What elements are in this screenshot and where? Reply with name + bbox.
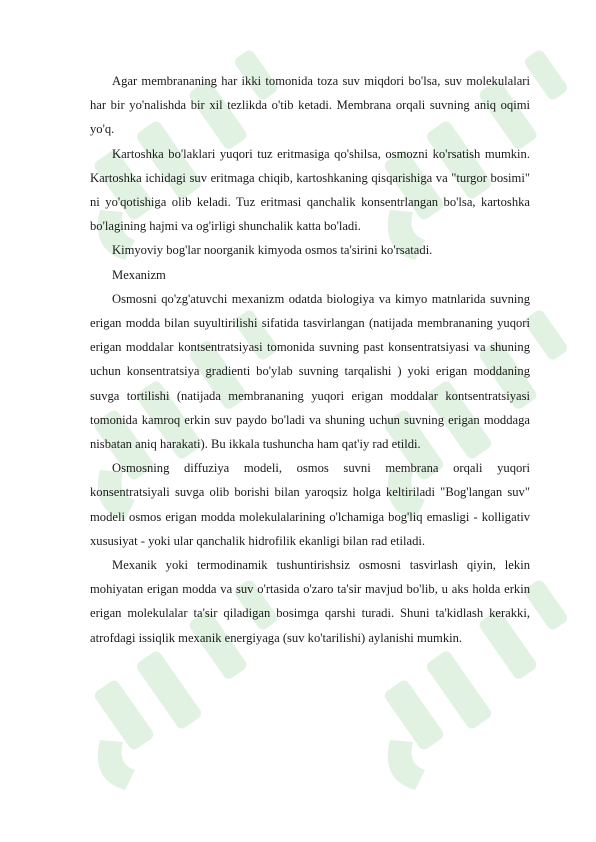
paragraph: Mexanik yoki termodinamik tushuntirishsiz osmosni tasvirlash qiyin, lekin mohiyatan erigan modda va suv o'rtasida o'zaro ta'sir mavjud bo'lib, u aks holda erkin erigan molekulalar ta'sir qiladigan bosimga qarshi turadi. Shuni ta'kidlash kerakki, atrofdagi issiqlik mexanik energiyaga (suv ko'tarilishi) aylanishi mumkin. — [90, 558, 530, 645]
paragraph: Osmosni qo'zg'atuvchi mexanizm odatda biologiya va kimyo matnlarida suvning erigan modda bilan suyultirilishi sifatida tasvirlangan (natijada membrananing yuqori erigan moddalar kontsentratsiyasi tomonida suvning past konsentratsiyasi va shuning uchun konsentratsiya gradienti bo'ylab suvning tarqalishi ) yoki erigan moddaning suvga tortilishi (natijada membrananing yuqori erigan moddalar kontsentratsiyasi tomonida kamroq erkin suv paydo bo'ladi va shuning uchun suvning erigan moddaga nisbatan aniq harakati). Bu ikkala tushuncha ham qat'iy rad etildi. — [90, 291, 530, 452]
paragraph: Kimyoviy bog'lar noorganik kimyoda osmos ta'sirini ko'rsatadi. — [112, 243, 433, 258]
section-heading: Mexanizm — [112, 267, 166, 282]
paragraph: Osmosning diffuziya modeli, osmos suvni membrana orqali yuqori konsentratsiyali suvga olib borishi bilan yaroqsiz holga keltiriladi "Bog'langan suv" modeli osmos erigan modda molekulalarining o'lchamiga bog'liq emasligi - kolligativ xususiyat - yoki ular qanchalik hidrofilik ekanligi bilan rad etiladi. — [90, 461, 530, 548]
paragraph: Kartoshka bo'laklari yuqori tuz eritmasiga qo'shilsa, osmozni ko'rsatish mumkin. Kartoshka ichidagi suv eritmaga chiqib, kartoshkaning qisqarishiga va "turgor bosimi" ni yo'qotishiga olib keladi. Tuz eritmasi qanchalik konsentrlangan bo'lsa, kartoshka bo'lagining hajmi va og'irligi shunchalik katta bo'ladi. — [90, 146, 530, 234]
paragraph: Agar membrananing har ikki tomonida toza suv miqdori bo'lsa, suv molekulalari har bir yo'nalishda bir xil tezlikda o'tib ketadi. Membrana orqali suvning aniq oqimi yo'q. — [90, 74, 530, 137]
document-body — [90, 69, 530, 650]
